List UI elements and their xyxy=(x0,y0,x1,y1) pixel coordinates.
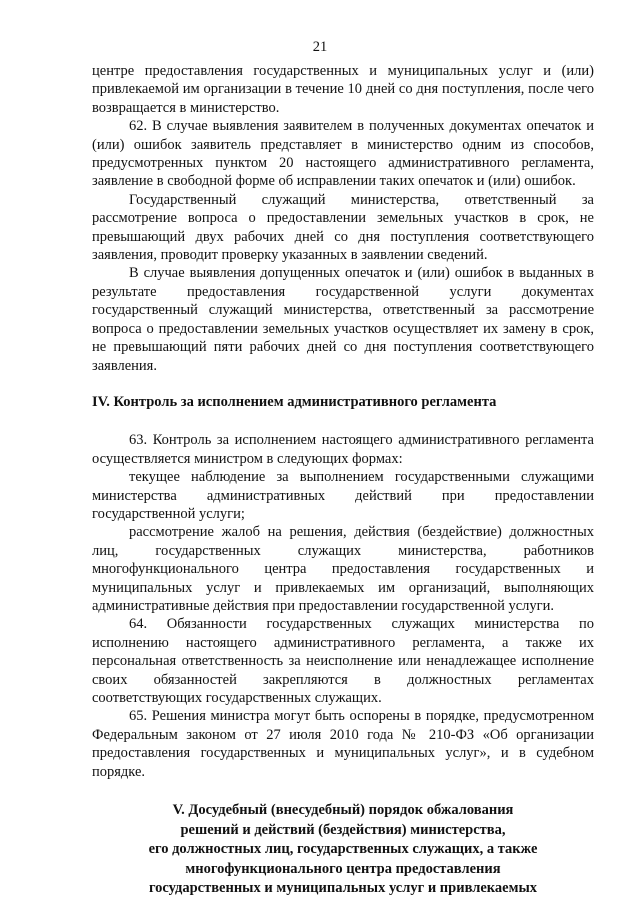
paragraph-65: 65. Решения министра могут быть оспорены в порядке, предусмотренном Федеральным законом от 27 июля 2010 года № 210-ФЗ «Об организации предоставления государственных и муниципальных услуг», и в судебном порядке. xyxy=(92,708,594,780)
section-5-heading-line: многофункционального центра предоставления xyxy=(185,860,501,877)
paragraph: центре предоставления государственных и муниципальных услуг и (или) привлекаемой им организации в течение 10 дней со дня поступления, после чего возвращается в министерство. xyxy=(92,63,594,116)
document-body xyxy=(92,62,594,899)
section-4-heading: IV. Контроль за исполнением административного регламента xyxy=(92,393,497,410)
list-item: рассмотрение жалоб на решения, действия (бездействие) должностных лиц, государственных служащих министерства, работников многофункционального центра предоставления государственных и муниципальных услуг и привлекаемых им организаций, выполняющих административные действия при предоставлении государственной услуги. xyxy=(92,524,594,614)
section-5-heading-line: V. Досудебный (внесудебный) порядок обжалования xyxy=(172,802,514,819)
section-5-heading-line: решений и действий (бездействия) министерства, xyxy=(180,821,506,838)
paragraph-62: 62. В случае выявления заявителем в полученных документах опечаток и (или) ошибок заявитель представляет в министерство одним из способов, предусмотренных пунктом 20 настоящего административного регламента, заявление в свободной форме об исправлении таких опечаток и (или) ошибок. xyxy=(92,118,594,190)
list-item: текущее наблюдение за выполнением государственными служащими министерства административных действий при предоставлении государственной услуги; xyxy=(92,469,594,522)
section-5-heading-line: его должностных лиц, государственных служащих, а также xyxy=(148,841,538,858)
paragraph-63: 63. Контроль за исполнением настоящего административного регламента осуществляется министром в следующих формах: xyxy=(92,432,594,467)
paragraph: В случае выявления допущенных опечаток и (или) ошибок в выданных в результате предоставления государственной услуги документах государственный служащий министерства, ответственный за рассмотрение вопроса о предоставлении земельных участков осуществляет их замену в срок, не превышающий пяти рабочих дней со дня поступления соответствующего заявления. xyxy=(92,265,594,374)
section-5-heading xyxy=(92,801,594,899)
paragraph-64: 64. Обязанности государственных служащих министерства по исполнению настоящего административного регламента, а также их персональная ответственность за неисполнение или ненадлежащее исполнение своих обязанностей закрепляются в должностных регламентах соответствующих государственных служащих. xyxy=(92,616,594,706)
paragraph: Государственный служащий министерства, ответственный за рассмотрение вопроса о предоставлении земельных участков в срок, не превышающий двух рабочих дней со дня поступления соответствующего заявления, проводит проверку указанных в заявлении сведений. xyxy=(92,191,594,264)
page-number: 21 xyxy=(312,39,328,55)
section-5-heading-line: государственных и муниципальных услуг и привлекаемых xyxy=(148,880,538,897)
